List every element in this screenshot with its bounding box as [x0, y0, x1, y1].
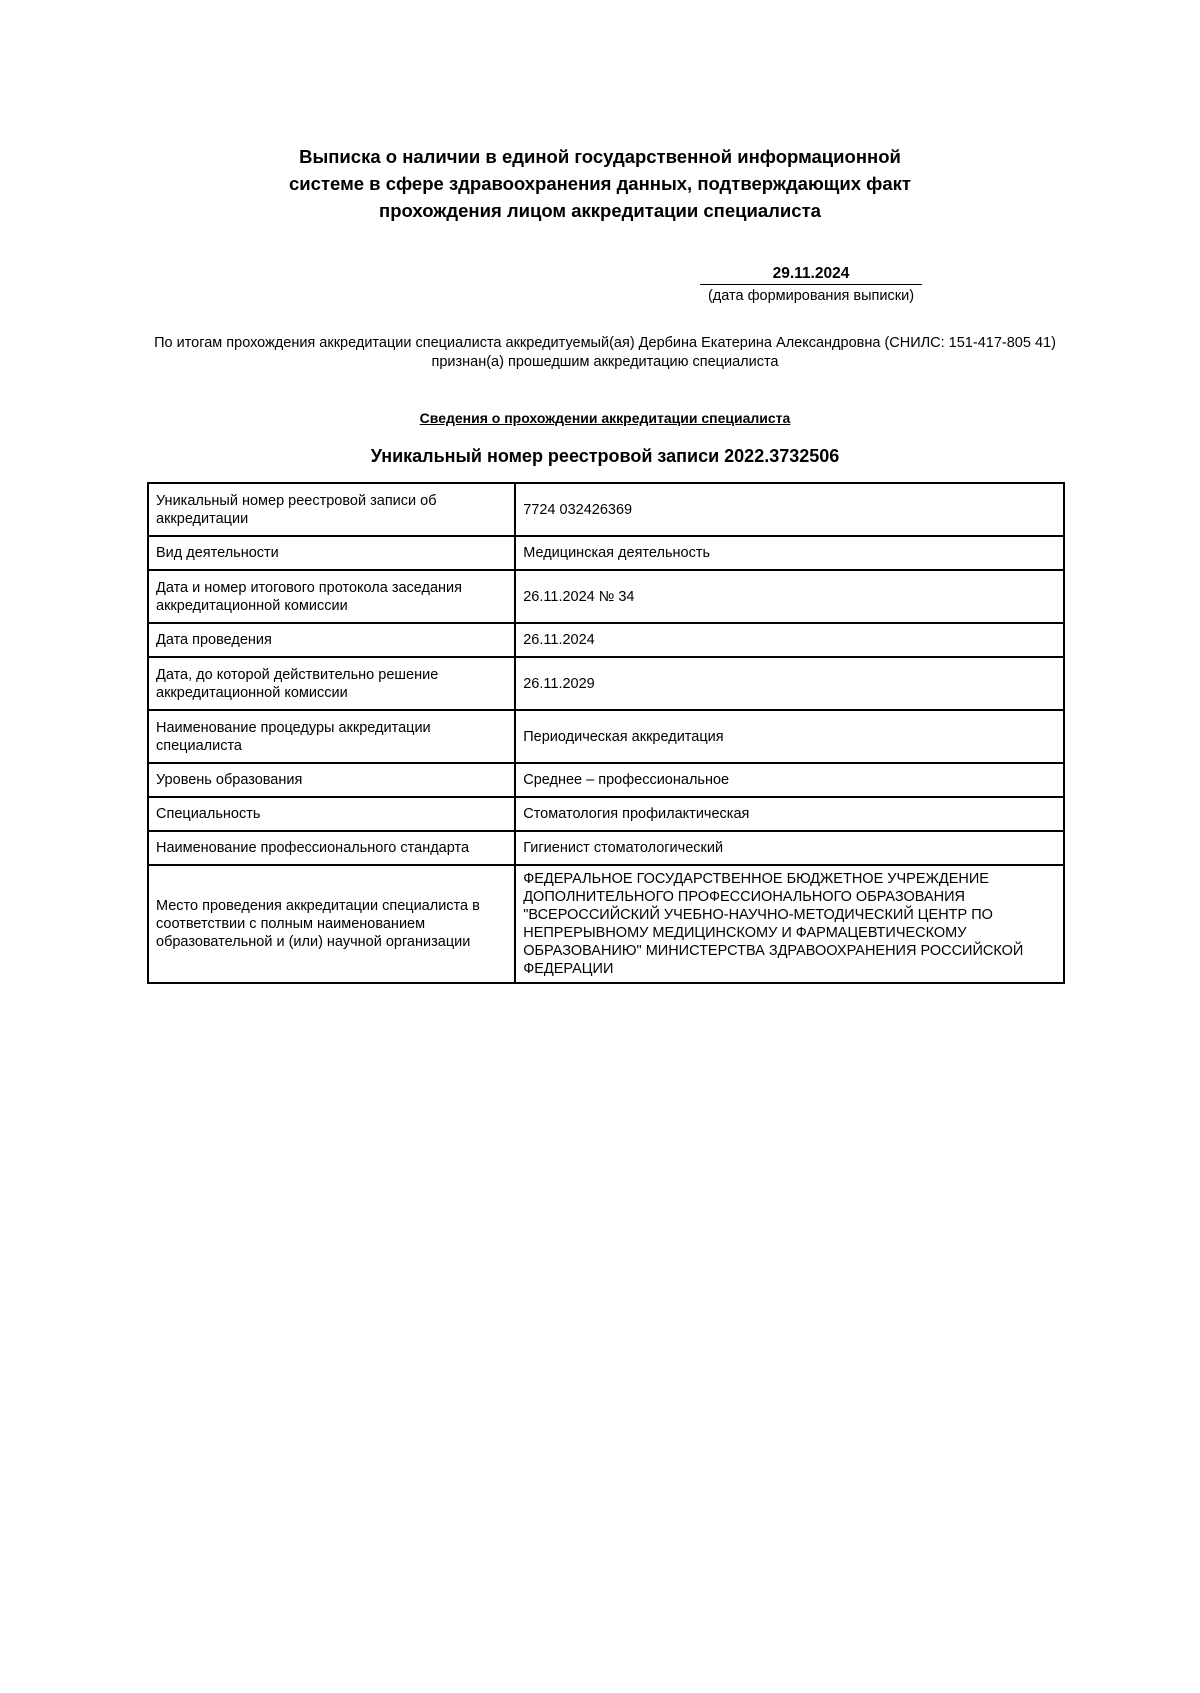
row-value: 26.11.2024 № 34 [515, 570, 1064, 623]
row-label: Наименование процедуры аккредитации специалиста [148, 710, 515, 763]
table-row [148, 865, 1064, 983]
table-row [148, 710, 1064, 763]
row-value: Среднее – профессиональное [515, 763, 1064, 797]
row-label: Уровень образования [148, 763, 515, 797]
registry-number: Уникальный номер реестровой записи 2022.3732506 [370, 446, 840, 466]
document-title [250, 143, 950, 224]
table-row [148, 657, 1064, 710]
row-label: Место проведения аккредитации специалиста в соответствии с полным наименованием образовательной и (или) научной организации [148, 865, 515, 983]
row-value: Периодическая аккредитация [515, 710, 1064, 763]
row-label: Уникальный номер реестровой записи об аккредитации [148, 483, 515, 536]
issue-date-caption: (дата формирования выписки) [707, 288, 915, 304]
issue-date: 29.11.2024 [700, 264, 922, 285]
row-value: Медицинская деятельность [515, 536, 1064, 570]
row-label: Дата проведения [148, 623, 515, 657]
row-value: ФЕДЕРАЛЬНОЕ ГОСУДАРСТВЕННОЕ БЮДЖЕТНОЕ УЧРЕЖДЕНИЕ ДОПОЛНИТЕЛЬНОГО ПРОФЕССИОНАЛЬНОГО ОБРАЗОВАНИЯ "ВСЕРОССИЙСКИЙ УЧЕБНО-НАУЧНО-МЕТОДИЧЕСКИЙ ЦЕНТР ПО НЕПРЕРЫВНОМУ МЕДИЦИНСКОМУ И ФАРМАЦЕВТИЧЕСКОМУ ОБРАЗОВАНИЮ" МИНИСТЕРСТВА ЗДРАВООХРАНЕНИЯ РОССИЙСКОЙ ФЕДЕРАЦИИ [515, 865, 1064, 983]
title-line-3: прохождения лицом аккредитации специалиста [379, 200, 821, 221]
table-row [148, 797, 1064, 831]
row-value: 26.11.2024 [515, 623, 1064, 657]
row-label: Наименование профессионального стандарта [148, 831, 515, 865]
table-row [148, 570, 1064, 623]
issue-date-block [700, 264, 922, 306]
row-label: Дата, до которой действительно решение аккредитационной комиссии [148, 657, 515, 710]
row-value: 26.11.2029 [515, 657, 1064, 710]
row-label: Вид деятельности [148, 536, 515, 570]
title-line-2: системе в сфере здравоохранения данных, подтверждающих факт [289, 173, 911, 194]
accreditation-table [147, 482, 1065, 984]
row-value: Стоматология профилактическая [515, 797, 1064, 831]
table-row [148, 483, 1064, 536]
table-row [148, 831, 1064, 865]
table-row [148, 763, 1064, 797]
accreditation-statement: По итогам прохождения аккредитации специалиста аккредитуемый(ая) Дербина Екатерина Александровна (СНИЛС: 151-417-805 41) признан(а) прошедшим аккредитацию специалиста [154, 335, 1056, 370]
row-label: Специальность [148, 797, 515, 831]
table-row [148, 623, 1064, 657]
table-row [148, 536, 1064, 570]
title-line-1: Выписка о наличии в единой государственной информационной [299, 146, 901, 167]
row-value: Гигиенист стоматологический [515, 831, 1064, 865]
row-label: Дата и номер итогового протокола заседания аккредитационной комиссии [148, 570, 515, 623]
row-value: 7724 032426369 [515, 483, 1064, 536]
section-heading: Сведения о прохождении аккредитации специалиста [419, 410, 791, 426]
